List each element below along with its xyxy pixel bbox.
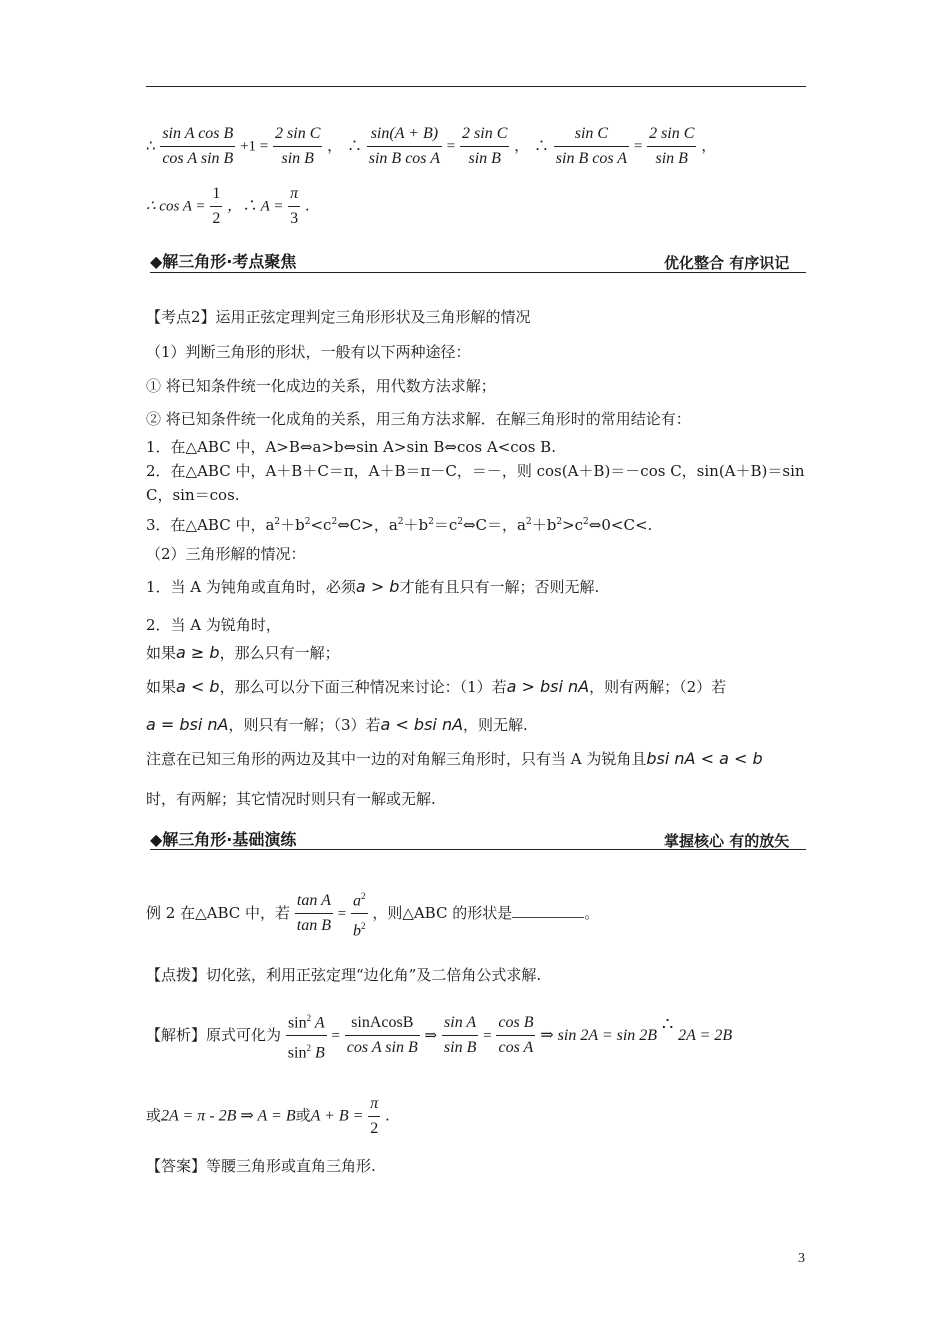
superscript: 2 xyxy=(556,517,563,527)
therefore-symbol: ∴ xyxy=(533,136,549,155)
superscript: 2 xyxy=(457,517,463,527)
kaodian-paragraph-2: ① 将已知条件统一化成边的关系，用代数方法求解； xyxy=(146,377,496,395)
text-segment: 【解析】原式可化为 xyxy=(146,1025,282,1044)
superscript: 2 xyxy=(361,921,366,932)
equals-sign: = xyxy=(331,1027,340,1044)
fraction-a2-over-b2 xyxy=(351,886,368,942)
fraction-numerator: sin A cos B xyxy=(160,124,235,147)
fraction-numerator: 2 sin C xyxy=(647,124,696,147)
fraction-pi-over-two xyxy=(368,1094,380,1139)
text-segment: ＋b xyxy=(403,516,429,534)
therefore-symbol: ∴ xyxy=(146,136,156,155)
fraction-numerator: 2 sin C xyxy=(460,124,509,147)
solution-case-2: 2．当 A 为锐角时， xyxy=(146,616,281,634)
section-subtitle-practice: 掌握核心 有的放矢 xyxy=(664,832,790,850)
fraction-numerator xyxy=(351,886,368,914)
kaodian-heading: 【考点2】运用正弦定理判定三角形形状及三角形解的情况 xyxy=(146,308,531,326)
fraction-denominator xyxy=(286,1036,327,1063)
text-segment: 1．当 A 为钝角或直角时，必须 xyxy=(146,578,356,596)
plus-one: +1 = xyxy=(240,138,269,155)
kaodian-paragraph-4: （2）三角形解的情况： xyxy=(146,545,306,563)
fraction-numerator: 2 sin C xyxy=(273,124,322,147)
solution-case-1 xyxy=(146,577,599,597)
fraction-numerator: sin(A + B) xyxy=(367,124,442,147)
text-segment: 例 2 在△ABC 中，若 xyxy=(146,903,290,922)
fraction-sin2A-over-sin2B xyxy=(286,1008,327,1064)
fraction-one-half xyxy=(210,184,222,229)
variable: a xyxy=(353,892,362,910)
text-segment: ，则有两解；（2）若 xyxy=(589,678,727,696)
fraction-numerator: π xyxy=(288,184,300,207)
variable: b xyxy=(353,922,362,940)
header-rule xyxy=(146,86,806,87)
text-segment: 或 xyxy=(295,1106,311,1125)
solution-case-2-b xyxy=(146,677,726,697)
fraction-numerator: tan A xyxy=(295,891,333,914)
variable: A xyxy=(311,1014,325,1032)
text-segment: <c xyxy=(310,516,332,534)
kaodian-item-3 xyxy=(146,512,652,535)
text-segment: ⇔0<C<. xyxy=(588,516,653,534)
text-segment: 注意在已知三角形的两边及其中一边的对角解三角形时，只有当 A 为锐角且 xyxy=(146,750,647,768)
fraction-numerator: 1 xyxy=(210,184,222,207)
therefore-symbol: ∴ xyxy=(661,1013,674,1035)
text-segment: ＋b xyxy=(531,516,557,534)
fraction-denominator: cos A sin B xyxy=(162,150,234,167)
derivation-line-1 xyxy=(146,124,716,176)
kaodian-item-1: 1．在△ABC 中，A>B⇔a>b⇔sin A>sin B⇔cos A<cos B. xyxy=(146,438,556,456)
text-segment: ，那么可以分下面三种情况来讨论：（1）若 xyxy=(219,678,507,696)
fraction-2sinC-over-sinB xyxy=(647,124,696,169)
fraction-sinAplusB-over-sinBcosA xyxy=(367,124,442,169)
text-segment: ＝c xyxy=(433,516,458,534)
fraction-denominator: sin B cos A xyxy=(368,150,441,167)
kaodian-item-2a: 2．在△ABC 中，A＋B＋C＝π，A＋B＝π－C，＝－，则 cos(A＋B)＝－cos C，sin(A＋B)＝sin xyxy=(146,462,805,480)
math-inline: a < b xyxy=(176,677,220,696)
fraction-numerator: sin C xyxy=(554,124,629,147)
section-title-focus: ◆解三角形·考点聚焦 xyxy=(150,252,297,271)
superscript: 2 xyxy=(274,517,281,527)
therefore-symbol: ∴ xyxy=(346,136,362,155)
text-segment: sin xyxy=(287,1044,307,1062)
superscript: 2 xyxy=(306,1013,312,1023)
fraction-denominator: 2 xyxy=(212,210,221,227)
equals-sign: = xyxy=(337,905,347,922)
fraction-denominator: 3 xyxy=(290,210,299,227)
answer-blank xyxy=(512,905,584,918)
fraction-sinAcosB-over-cosAsinB xyxy=(160,124,235,169)
example-solution xyxy=(146,1008,732,1062)
math-inline: a ≥ b xyxy=(176,643,220,662)
math-inline: a > bsi nA xyxy=(506,677,590,696)
fraction-tanA-over-tanB xyxy=(295,891,333,936)
fraction-denominator: 2 xyxy=(370,1120,379,1137)
text-segment: ，则△ABC 的形状是 xyxy=(372,903,513,922)
text-segment: 才能有且只有一解；否则无解. xyxy=(399,578,600,596)
fraction-numerator: sin A xyxy=(442,1013,478,1036)
text-segment: sin xyxy=(287,1014,307,1032)
fraction-denominator: sin B xyxy=(443,1039,477,1057)
equals-sign: = xyxy=(446,138,456,155)
text-segment: ，则无解. xyxy=(463,716,528,734)
comma: ， xyxy=(327,136,343,155)
implies-symbol: ⇒ xyxy=(424,1025,438,1044)
fraction-denominator: cos A xyxy=(498,1039,534,1057)
text-segment: 如果 xyxy=(146,678,177,696)
superscript: 2 xyxy=(428,517,434,527)
section-title-practice: ◆解三角形·基础演练 xyxy=(150,830,297,849)
cos-a-prefix: ∴ cos A = xyxy=(146,198,206,215)
math-inline: ⇒ sin 2A = sin 2B xyxy=(540,1026,658,1044)
text-segment: ，那么只有一解； xyxy=(219,644,340,662)
kaodian-paragraph-3: ② 将已知条件统一化成角的关系，用三角方法求解．在解三角形时的常用结论有： xyxy=(146,410,691,428)
equals-sign: = xyxy=(633,138,643,155)
text-segment: ，则只有一解；（3）若 xyxy=(228,716,381,734)
math-inline: a = bsi nA xyxy=(146,715,229,734)
section-rule-practice xyxy=(150,849,806,850)
math-inline: bsi nA < a < b xyxy=(646,749,763,768)
fraction-denominator: sin B xyxy=(655,150,688,167)
fraction-cosB-over-cosA xyxy=(496,1013,535,1058)
example-question xyxy=(146,886,599,942)
variable: B xyxy=(310,1044,325,1062)
text-segment: 。 xyxy=(584,903,600,922)
math-inline: a < bsi nA xyxy=(380,715,464,734)
kaodian-item-2b: C，sin＝cos. xyxy=(146,486,240,504)
comma: ， xyxy=(701,136,717,155)
fraction-pi-over-three xyxy=(288,184,300,229)
fraction-sinAcosB-over-cosAsinB xyxy=(345,1013,420,1058)
example-hint: 【点拨】切化弦，利用正弦定理“边化角”及二倍角公式求解. xyxy=(146,966,542,984)
fraction-sinA-over-sinB xyxy=(442,1013,478,1058)
fraction-denominator: sin B xyxy=(281,150,314,167)
fraction-numerator: sinAcosB xyxy=(345,1013,420,1036)
equals-sign: = xyxy=(483,1027,492,1044)
text-segment: 或 xyxy=(146,1106,162,1125)
period: . xyxy=(385,1106,390,1125)
fraction-denominator: sin B xyxy=(468,150,501,167)
section-subtitle-focus: 优化整合 有序识记 xyxy=(664,254,790,272)
section-rule-focus xyxy=(150,272,806,273)
superscript: 2 xyxy=(397,517,404,527)
fraction-numerator xyxy=(286,1008,327,1036)
superscript: 2 xyxy=(583,517,589,527)
comma: ， xyxy=(514,136,530,155)
fraction-denominator: sin B cos A xyxy=(555,150,628,167)
text-segment: ⇔C＝，a xyxy=(462,516,526,534)
fraction-numerator: π xyxy=(368,1094,380,1117)
note-line-2: 时，有两解；其它情况时则只有一解或无解. xyxy=(146,790,436,808)
fraction-2sinC-over-sinB xyxy=(460,124,509,169)
example-solution-2 xyxy=(146,1094,390,1148)
derivation-line-2 xyxy=(146,184,310,236)
fraction-denominator xyxy=(351,914,368,941)
solution-case-2-c xyxy=(146,715,528,735)
solution-case-2-a xyxy=(146,643,340,663)
period: . xyxy=(304,196,310,215)
example-answer: 【答案】等腰三角形或直角三角形. xyxy=(146,1157,376,1175)
superscript: 2 xyxy=(331,517,338,527)
fraction-2sinC-over-sinB xyxy=(273,124,322,169)
page-number: 3 xyxy=(798,1251,805,1266)
fraction-numerator: cos B xyxy=(496,1013,535,1036)
text-segment: 3．在△ABC 中，a xyxy=(146,516,275,534)
superscript: 2 xyxy=(306,1043,311,1054)
text-segment: 如果 xyxy=(146,644,177,662)
superscript: 2 xyxy=(361,891,366,901)
fraction-denominator: tan B xyxy=(296,917,331,935)
math-inline: 2A = π - 2B ⇒ A = B xyxy=(161,1107,296,1125)
fraction-sinC-over-sinBcosA xyxy=(554,124,629,169)
text-segment: ＋b xyxy=(280,516,305,534)
math-inline: 2A = 2B xyxy=(678,1026,733,1044)
fraction-denominator: cos A sin B xyxy=(346,1039,418,1057)
text-segment: >c xyxy=(562,516,584,534)
text-segment: ⇔C>，a xyxy=(337,516,398,534)
math-inline: a > b xyxy=(355,577,400,596)
kaodian-paragraph-1: （1）判断三角形的形状，一般有以下两种途径： xyxy=(146,343,471,361)
superscript: 2 xyxy=(525,517,532,527)
superscript: 2 xyxy=(304,517,311,527)
note-line xyxy=(146,749,763,769)
math-inline: A + B = xyxy=(310,1107,364,1125)
a-prefix: ，∴ A = xyxy=(227,198,284,215)
